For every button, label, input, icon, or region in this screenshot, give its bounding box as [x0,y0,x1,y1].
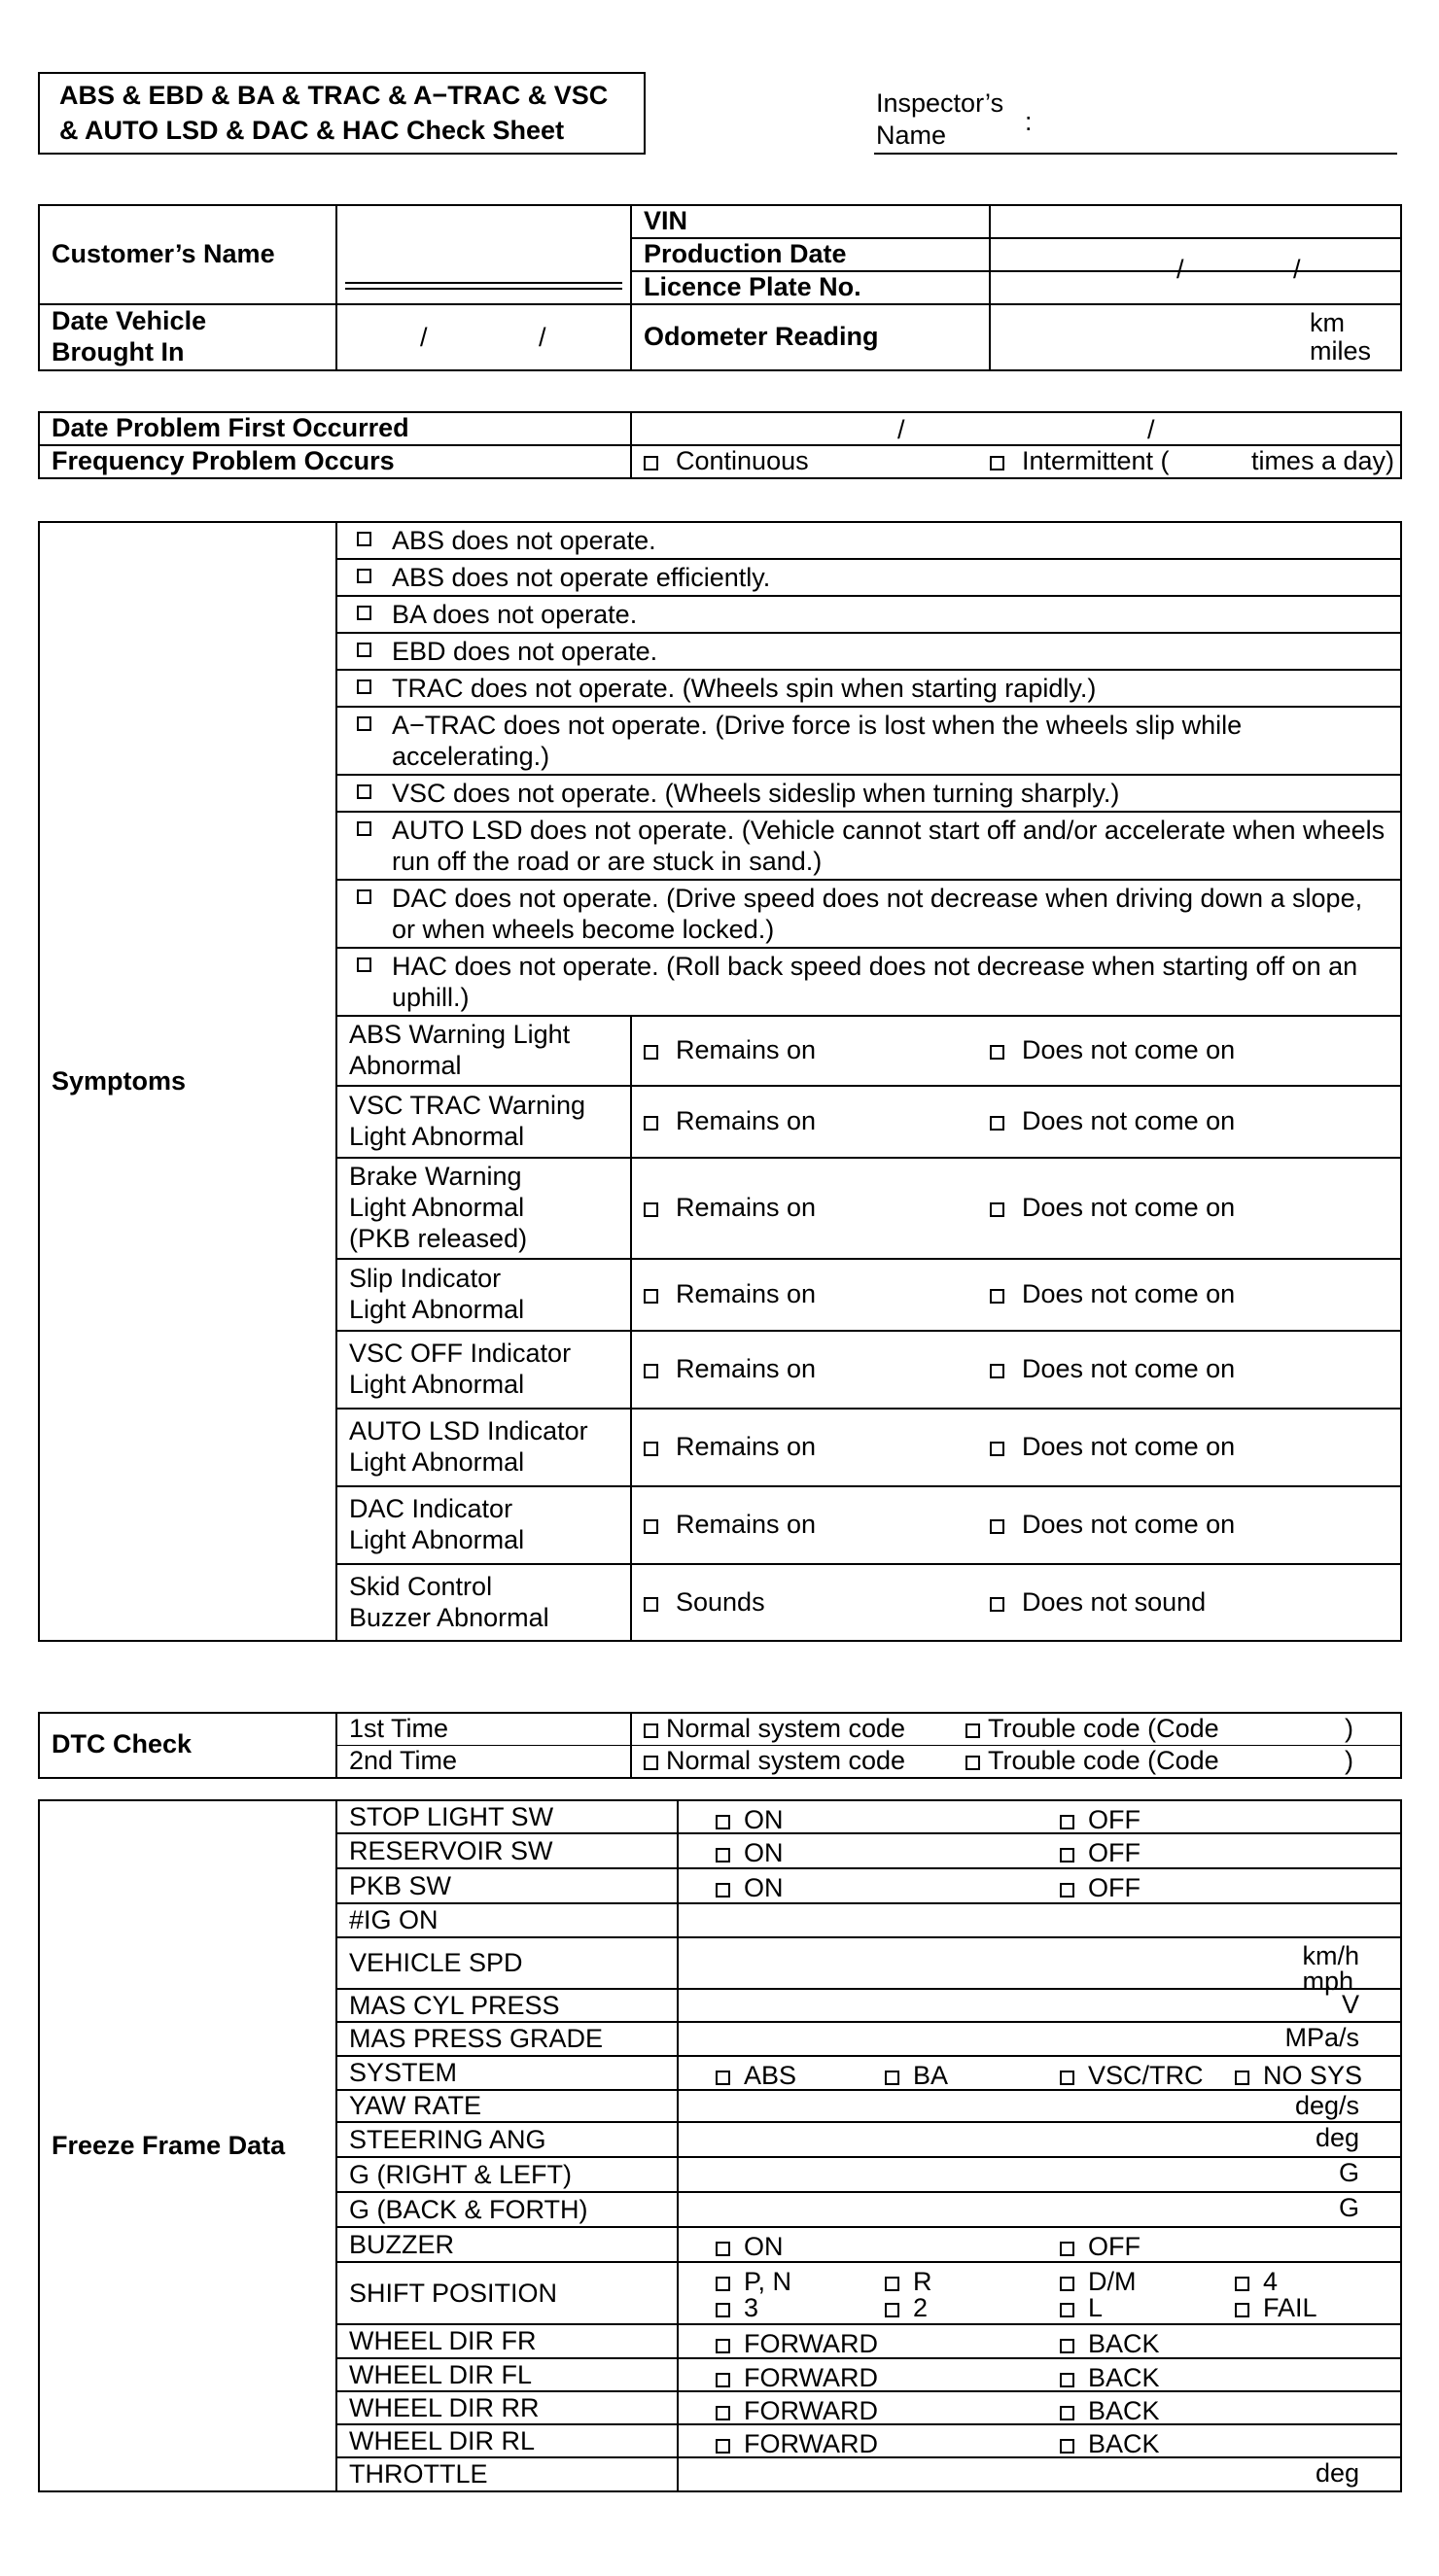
symptom-text: BA does not operate. [392,600,638,629]
freeze-item-name: WHEEL DIR RL [336,2424,678,2457]
checkbox[interactable] [357,532,371,546]
checkbox[interactable] [644,1723,658,1738]
checkbox[interactable] [885,2277,899,2291]
checkbox[interactable] [644,456,658,470]
checkbox[interactable] [1060,1883,1074,1897]
checkbox[interactable] [1060,2277,1074,2291]
dtc-first-normal[interactable]: Normal system code [631,1713,965,1745]
date-brought-in-field[interactable]: / / [336,304,631,370]
option-does-not-come-on[interactable]: Does not come on [990,1409,1401,1486]
dtc-second-label: 2nd Time [336,1745,631,1777]
freeze-item-value[interactable]: FORWARD BACK [678,2324,1401,2358]
warning-light-label: Skid Control Buzzer Abnormal [336,1564,631,1641]
freeze-item-name: WHEEL DIR FR [336,2324,678,2358]
symptom-item[interactable] [336,559,1401,596]
checkbox[interactable] [1060,2339,1074,2353]
vin-label: VIN [631,205,990,238]
inspector-name-field[interactable] [874,153,1397,155]
checkbox[interactable] [357,784,371,799]
checkbox[interactable] [990,1116,1004,1131]
freeze-frame-label: Freeze Frame Data [39,1800,336,2491]
freeze-item-value[interactable]: ON OFF [678,1833,1401,1868]
warning-light-label: DAC Indicator Light Abnormal [336,1486,631,1564]
first-occurred-field[interactable]: / / [631,412,1401,445]
symptom-text: EBD does not operate. [392,637,658,666]
symptom-text: HAC does not operate. (Roll back speed does not decrease when starting off on an uphill.) [392,952,1358,1012]
problem-table [38,411,1402,479]
checkbox[interactable] [1060,2439,1074,2454]
odometer-field[interactable]: km miles [990,304,1401,370]
checkbox[interactable] [357,889,371,904]
checkbox[interactable] [716,2303,730,2317]
symptom-item[interactable] [336,633,1401,670]
option-remains-on[interactable]: Remains on [631,1086,990,1158]
checkbox[interactable] [644,1756,658,1770]
checkbox[interactable] [716,2277,730,2291]
title-line-1: ABS & EBD & BA & TRAC & A−TRAC & VSC [59,81,609,110]
freeze-item-name: YAW RATE [336,2090,678,2122]
option-remains-on[interactable]: Remains on [631,1158,990,1259]
freeze-item-name: SYSTEM [336,2056,678,2090]
freeze-item-value[interactable]: G [678,2192,1401,2227]
freeze-item-name: SHIFT POSITION [336,2262,678,2324]
dtc-second-trouble[interactable]: Trouble code (Code ) [965,1745,1401,1777]
checkbox[interactable] [1060,2071,1074,2085]
checkbox[interactable] [1235,2071,1249,2085]
checkbox[interactable] [357,957,371,972]
freeze-item-name: STEERING ANG [336,2122,678,2157]
symptom-text: AUTO LSD does not operate. (Vehicle cannot start off and/or accelerate when wheels run off the road or are stuck in sand.) [392,816,1386,876]
freeze-item-name: VEHICLE SPD [336,1937,678,1989]
option-remains-on[interactable]: Remains on [631,1016,990,1086]
freeze-item-value[interactable]: ON OFF [678,1868,1401,1903]
freeze-item-value[interactable]: km/h mph [678,1937,1401,1989]
symptom-item[interactable] [336,522,1401,559]
symptoms-label: Symptoms [39,522,336,1641]
symptom-item[interactable] [336,880,1401,948]
checkbox[interactable] [644,1116,658,1131]
dtc-check-label: DTC Check [39,1713,336,1778]
checkbox[interactable] [990,1289,1004,1304]
checkbox[interactable] [716,2406,730,2420]
checkbox[interactable] [357,643,371,657]
warning-light-label: VSC TRAC Warning Light Abnormal [336,1086,631,1158]
symptom-item[interactable] [336,670,1401,707]
option-remains-on[interactable]: Remains on [631,1259,990,1331]
checkbox[interactable] [716,2373,730,2387]
production-date-label: Production Date [631,238,990,271]
checkbox[interactable] [990,1519,1004,1534]
symptom-text: ABS does not operate efficiently. [392,563,771,592]
freeze-item-value[interactable]: G [678,2157,1401,2192]
checkbox[interactable] [1060,1815,1074,1829]
symptom-item[interactable] [336,812,1401,880]
freeze-item-name: BUZZER [336,2227,678,2262]
freeze-item-value[interactable]: FORWARD BACK [678,2391,1401,2424]
date-brought-in-label: Date Vehicle Brought In [39,304,336,370]
freeze-item-value[interactable]: V [678,1989,1401,2022]
checkbox[interactable] [965,1723,980,1738]
freeze-item-name: PKB SW [336,1868,678,1903]
symptom-text: A−TRAC does not operate. (Drive force is lost when the wheels slip while accelerating.) [392,711,1243,771]
freeze-item-value[interactable]: deg [678,2457,1401,2491]
option-does-not-come-on[interactable]: Does not come on [990,1016,1401,1086]
option-remains-on[interactable]: Sounds [631,1564,990,1641]
symptom-text: TRAC does not operate. (Wheels spin when starting rapidly.) [392,674,1097,703]
freeze-item-name: WHEEL DIR FL [336,2358,678,2391]
freeze-item-value[interactable] [678,1903,1401,1937]
option-remains-on[interactable]: Remains on [631,1409,990,1486]
warning-light-label: AUTO LSD Indicator Light Abnormal [336,1409,631,1486]
option-remains-on[interactable]: Remains on [631,1486,990,1564]
warning-light-label: VSC OFF Indicator Light Abnormal [336,1331,631,1409]
licence-plate-label: Licence Plate No. [631,271,990,304]
checkbox[interactable] [1235,2303,1249,2317]
warning-light-label: Brake Warning Light Abnormal (PKB released) [336,1158,631,1259]
checkbox[interactable] [716,2242,730,2256]
dtc-first-trouble[interactable]: Trouble code (Code ) [965,1713,1401,1745]
freeze-item-value[interactable]: P, N 3 R 2 D/M L 4 FAIL [678,2262,1401,2324]
checkbox[interactable] [644,1045,658,1060]
checkbox[interactable] [1060,2303,1074,2317]
option-does-not-come-on[interactable]: Does not come on [990,1086,1401,1158]
freeze-item-value[interactable]: deg [678,2122,1401,2157]
checkbox[interactable] [990,1045,1004,1060]
checkbox[interactable] [990,456,1004,470]
checkbox[interactable] [990,1364,1004,1378]
freeze-item-name: MAS CYL PRESS [336,1989,678,2022]
checkbox[interactable] [357,606,371,620]
continuous-option[interactable]: Continuous [631,445,990,478]
symptom-item[interactable] [336,707,1401,775]
checkbox[interactable] [644,1519,658,1534]
customer-name-field[interactable] [336,205,631,304]
freeze-item-name: THROTTLE [336,2457,678,2491]
dtc-first-label: 1st Time [336,1713,631,1745]
checkbox[interactable] [990,1202,1004,1217]
inspector-name-label: Inspector’s Name [876,88,1004,150]
checkbox[interactable] [1060,2242,1074,2256]
symptom-item[interactable] [336,948,1401,1016]
checkbox[interactable] [716,2071,730,2085]
freeze-item-name: G (BACK & FORTH) [336,2192,678,2227]
dtc-second-normal[interactable]: Normal system code [631,1745,965,1777]
freeze-item-name: #IG ON [336,1903,678,1937]
freeze-item-value[interactable]: ABS BA VSC/TRC NO SYS [678,2056,1401,2090]
checkbox[interactable] [885,2071,899,2085]
freeze-item-value[interactable]: ON OFF [678,2227,1401,2262]
freeze-item-name: MAS PRESS GRADE [336,2022,678,2056]
freeze-item-value[interactable]: FORWARD BACK [678,2424,1401,2457]
checkbox[interactable] [357,679,371,694]
symptom-item[interactable] [336,596,1401,633]
checkbox[interactable] [644,1597,658,1612]
first-occurred-label: Date Problem First Occurred [39,412,631,445]
title-line-2: & AUTO LSD & DAC & HAC Check Sheet [59,116,565,145]
freeze-item-name: RESERVOIR SW [336,1833,678,1868]
symptom-item[interactable] [336,775,1401,812]
option-does-not-come-on[interactable]: Does not come on [990,1486,1401,1564]
checkbox[interactable] [1060,2373,1074,2387]
freeze-item-value[interactable]: ON OFF [678,1800,1401,1833]
checkbox[interactable] [1235,2277,1249,2291]
option-does-not-come-on[interactable]: Does not come on [990,1331,1401,1409]
frequency-label: Frequency Problem Occurs [39,445,631,478]
checkbox[interactable] [965,1756,980,1770]
dtc-table [38,1712,1402,1779]
warning-light-label: Slip Indicator Light Abnormal [336,1259,631,1331]
checkbox[interactable] [716,1883,730,1897]
freeze-item-value[interactable]: deg/s [678,2090,1401,2122]
checkbox[interactable] [885,2303,899,2317]
checkbox[interactable] [644,1202,658,1217]
freeze-item-name: WHEEL DIR RR [336,2391,678,2424]
odometer-label: Odometer Reading [631,304,990,370]
checkbox[interactable] [644,1442,658,1456]
symptom-text: ABS does not operate. [392,526,656,555]
customer-name-label: Customer’s Name [39,205,336,304]
checkbox[interactable] [716,1848,730,1862]
check-sheet-title [38,72,646,155]
checkbox[interactable] [1060,2406,1074,2420]
option-does-not-come-on[interactable]: Does not come on [990,1259,1401,1331]
inspector-colon: : [1025,107,1033,136]
symptom-text: VSC does not operate. (Wheels sideslip when turning sharply.) [392,779,1120,808]
symptoms-table [38,521,1402,1642]
licence-plate-field[interactable] [990,271,1401,304]
checkbox[interactable] [990,1442,1004,1456]
checkbox[interactable] [716,2339,730,2353]
checkbox[interactable] [357,569,371,583]
checkbox[interactable] [990,1597,1004,1612]
symptom-text: DAC does not operate. (Drive speed does not decrease when driving down a slope, or when wheels become locked.) [392,884,1363,944]
checkbox[interactable] [716,1815,730,1829]
freeze-item-name: STOP LIGHT SW [336,1800,678,1833]
checkbox[interactable] [357,821,371,836]
freeze-item-value[interactable]: MPa/s [678,2022,1401,2056]
freeze-frame-table [38,1799,1402,2492]
checkbox[interactable] [644,1289,658,1304]
option-does-not-come-on[interactable]: Does not come on [990,1158,1401,1259]
option-does-not-come-on[interactable]: Does not sound [990,1564,1401,1641]
checkbox[interactable] [357,716,371,731]
production-date-field[interactable]: / / [990,238,1401,271]
freeze-item-name: G (RIGHT & LEFT) [336,2157,678,2192]
option-remains-on[interactable]: Remains on [631,1331,990,1409]
freeze-item-value[interactable]: FORWARD BACK [678,2358,1401,2391]
checkbox[interactable] [716,2439,730,2454]
checkbox[interactable] [1060,1848,1074,1862]
warning-light-label: ABS Warning Light Abnormal [336,1016,631,1086]
vin-field[interactable] [990,205,1401,238]
customer-table [38,204,1402,371]
checkbox[interactable] [644,1364,658,1378]
intermittent-option[interactable]: Intermittent ( times a day) [990,445,1401,478]
